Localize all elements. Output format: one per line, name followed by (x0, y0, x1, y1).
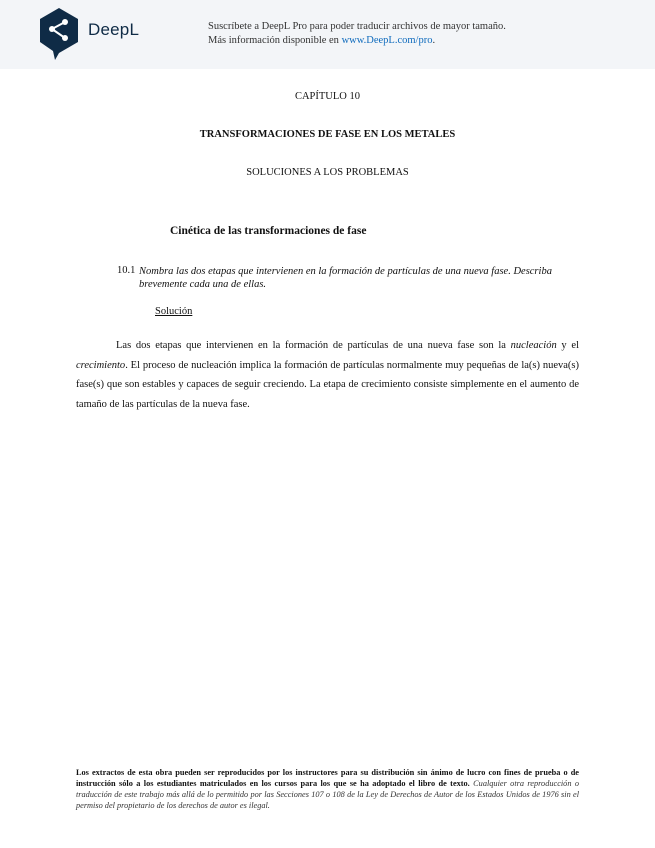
solution-label: Solución (155, 306, 193, 317)
problem-statement: Nombra las dos etapas que intervienen en la formación de partículas de una nueva fase. Describa brevemente cada una de ellas. (139, 266, 552, 290)
deepl-logo-text: DeepL (88, 20, 140, 39)
section-heading: Cinética de las transformaciones de fase (170, 225, 367, 237)
chapter-title: TRANSFORMACIONES DE FASE EN LOS METALES (199, 129, 456, 140)
answer-part-3: . El proceso de nucleación implica la formación de partículas normalmente muy pequeñas de la(s) nueva(s) fase(s) que son estables y capaces de seguir creciendo. La etapa de crecimiento consiste simplemente en el aumento de tamaño de las partículas de la nueva fase. (76, 359, 579, 410)
term-growth: crecimiento (76, 359, 126, 371)
chapter-subtitle: SOLUCIONES A LOS PROBLEMAS (246, 167, 409, 178)
footer-bold-text: Los extractos de esta obra pueden ser reproducidos por los instructores para su distribución sin ánimo de lucro con fines de prueba o de instrucción sólo a los estudiantes matriculados en los cursos para los que se ha adoptado el libro de texto. (76, 768, 579, 788)
problem-number: 10.1 (117, 265, 136, 276)
answer-part-2: y el (556, 340, 579, 351)
promo-prefix: Más información disponible en (208, 35, 342, 46)
solution-paragraph (76, 336, 579, 414)
chapter-heading: CAPÍTULO 10 (294, 91, 361, 102)
answer-part-1: Las dos etapas que intervienen en la formación de partículas de una nueva fase son la (116, 340, 511, 351)
promo-line-1: Suscríbete a DeepL Pro para poder traducir archivos de mayor tamaño. (208, 21, 506, 32)
promo-suffix: . (432, 35, 436, 46)
footer-italic-text: Cualquier otra reproducción o traducción de este trabajo más allá de lo permitido por las Secciones 107 o 108 de la Ley de Derechos de Autor de los Estados Unidos de 1976 sin el permiso del propietario de los derechos de autor es ilegal. (76, 779, 580, 810)
deepl-pro-link[interactable]: www.DeepL.com/pro (341, 35, 433, 46)
copyright-footer (76, 767, 579, 811)
term-nucleation: nucleación (510, 340, 557, 351)
